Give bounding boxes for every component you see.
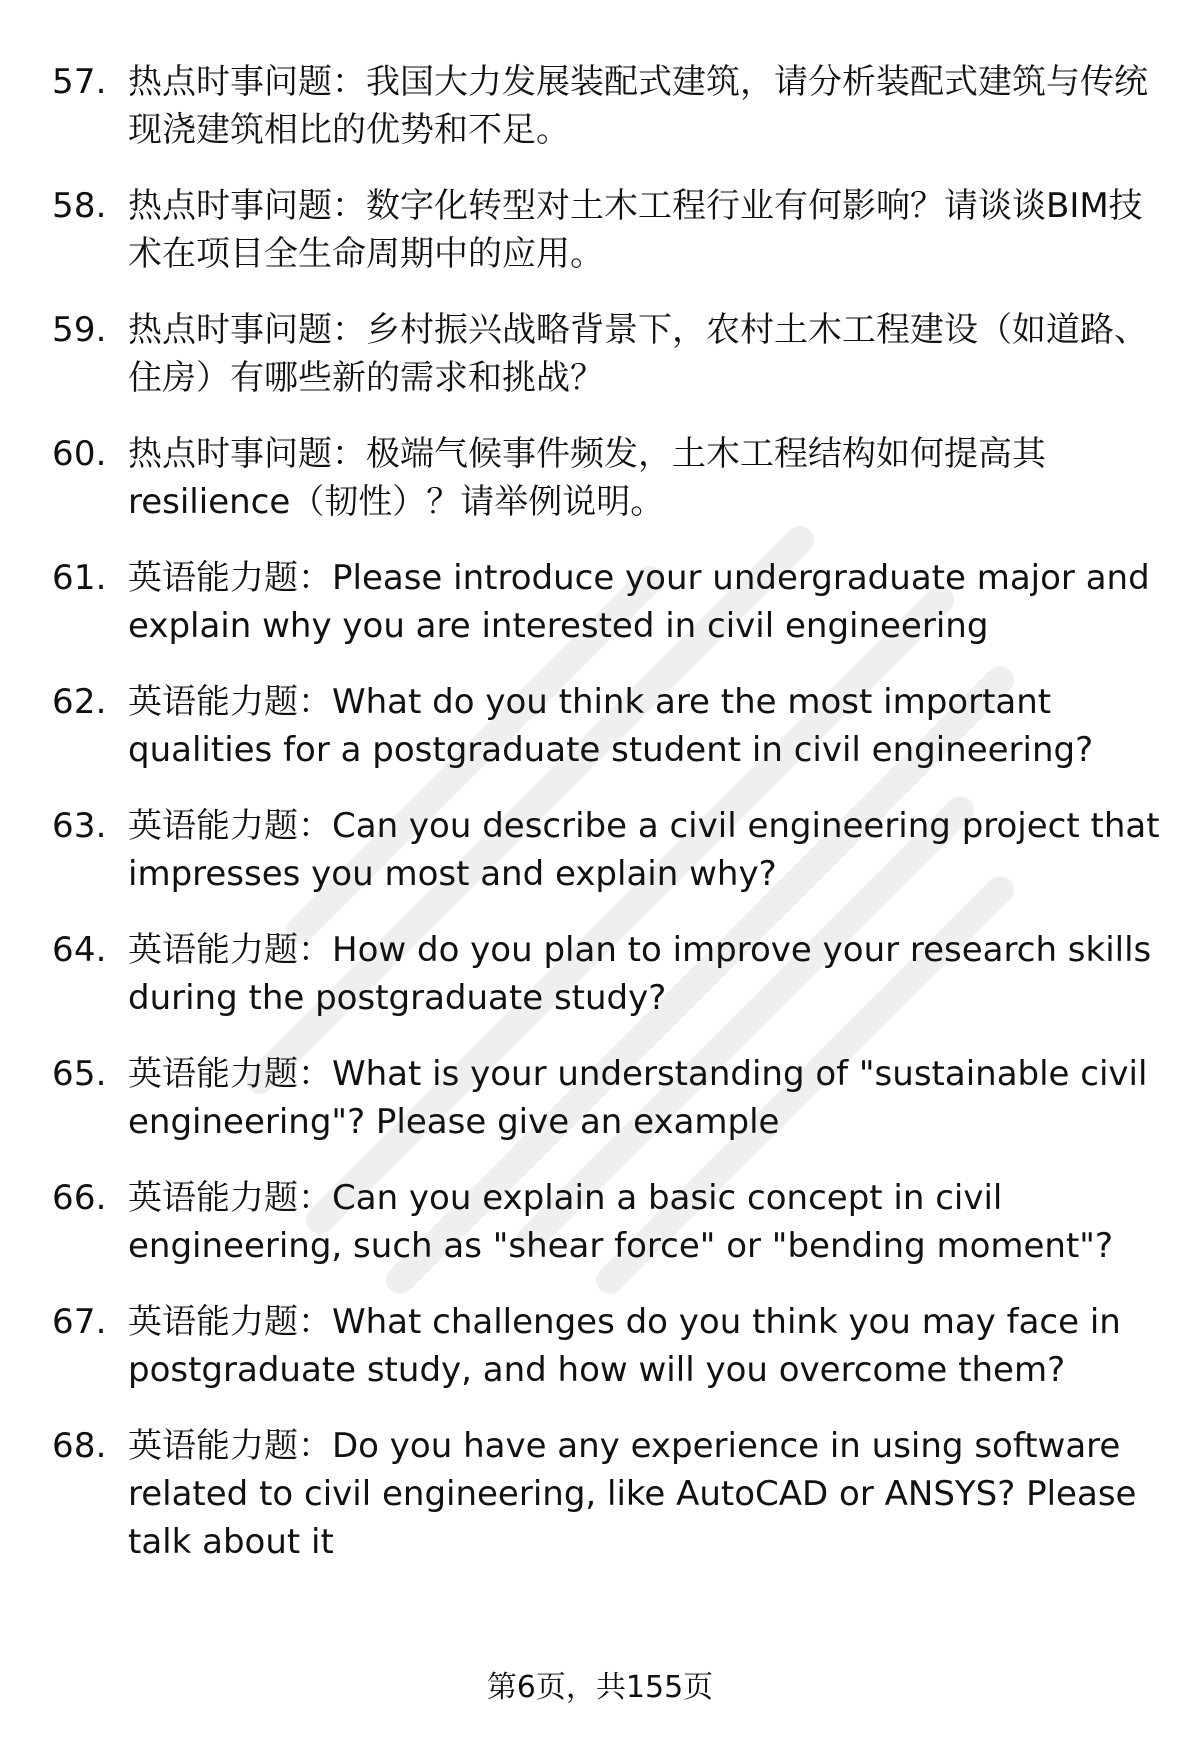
question-text: 英语能力题：Can you describe a civil engineering project that impresses you most and explain why?: [128, 806, 1160, 894]
question-text: 英语能力题：What is your understanding of "sustainable civil engineering"? Please give an example: [128, 1054, 1148, 1142]
question-text: 热点时事问题：我国大力发展装配式建筑，请分析装配式建筑与传统现浇建筑相比的优势和不足。: [128, 62, 1148, 150]
question-text: 英语能力题：Please introduce your undergraduate major and explain why you are interested in civil engineering: [128, 558, 1150, 646]
question-item-65: [52, 1050, 1162, 1146]
question-text: 英语能力题：What challenges do you think you may face in postgraduate study, and how will you overcome them?: [128, 1302, 1121, 1390]
question-number: 63.: [52, 806, 107, 846]
question-number: 57.: [52, 62, 107, 102]
question-item-57: [52, 58, 1162, 154]
question-item-58: [52, 182, 1162, 278]
question-item-64: [52, 926, 1162, 1022]
page-number-footer: 第6页，共155页: [486, 1670, 714, 1705]
question-text: 热点时事问题：乡村振兴战略背景下，农村土木工程建设（如道路、住房）有哪些新的需求和挑战？: [128, 310, 1148, 398]
question-item-62: [52, 678, 1162, 774]
question-number: 65.: [52, 1054, 107, 1094]
question-number: 66.: [52, 1178, 107, 1218]
question-text: 热点时事问题：极端气候事件频发，土木工程结构如何提高其resilience（韧性）？请举例说明。: [128, 434, 1046, 522]
question-number: 64.: [52, 930, 107, 970]
question-text: 热点时事问题：数字化转型对土木工程行业有何影响？请谈谈BIM技术在项目全生命周期中的应用。: [128, 186, 1143, 274]
question-number: 60.: [52, 434, 107, 474]
question-number: 58.: [52, 186, 107, 226]
question-item-59: [52, 306, 1162, 402]
question-text: 英语能力题：Can you explain a basic concept in civil engineering, such as "shear force" or "bending moment"?: [128, 1178, 1113, 1266]
question-list: [52, 58, 1162, 1594]
question-number: 62.: [52, 682, 107, 722]
question-text: 英语能力题：What do you think are the most important qualities for a postgraduate student in civil engineering?: [128, 682, 1094, 770]
question-number: 61.: [52, 558, 107, 598]
question-item-60: [52, 430, 1162, 526]
question-number: 59.: [52, 310, 107, 350]
question-item-61: [52, 554, 1162, 650]
question-text: 英语能力题：Do you have any experience in using software related to civil engineering, like AutoCAD or ANSYS? Please talk about it: [128, 1426, 1137, 1562]
question-item-67: [52, 1298, 1162, 1394]
question-text: 英语能力题：How do you plan to improve your research skills during the postgraduate study?: [128, 930, 1152, 1018]
question-item-63: [52, 802, 1162, 898]
question-item-66: [52, 1174, 1162, 1270]
question-number: 68.: [52, 1426, 107, 1466]
question-number: 67.: [52, 1302, 107, 1342]
question-item-68: [52, 1422, 1162, 1566]
